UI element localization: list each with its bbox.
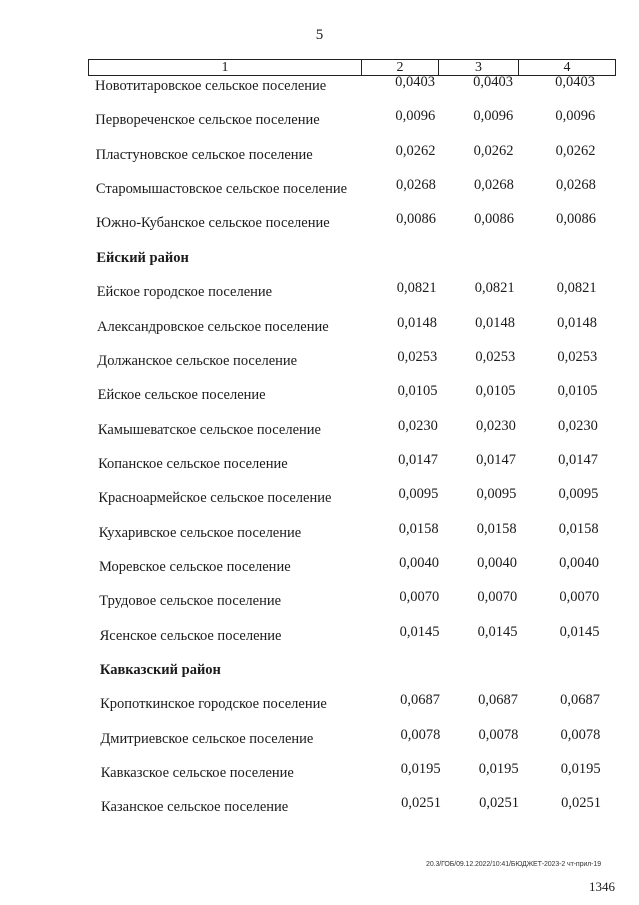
table-row — [100, 726, 620, 749]
value-column-2: 0,0687 — [400, 692, 441, 709]
settlement-name: Красноармейское сельское поселение — [98, 490, 332, 507]
table-row — [97, 314, 617, 337]
value-column-2: 0,0251 — [401, 795, 441, 812]
value-column-2: 0,0145 — [399, 623, 440, 640]
value-column-4: 0,0070 — [559, 589, 600, 606]
table-row — [96, 179, 616, 199]
table-row — [98, 451, 618, 474]
value-column-3: 0,0253 — [475, 348, 516, 365]
table-row — [98, 385, 618, 405]
value-column-3: 0,0086 — [474, 211, 515, 228]
value-column-2: 0,0086 — [396, 211, 437, 228]
header-column-1: 1 — [89, 60, 362, 75]
settlement-name: Южно-Кубанское сельское поселение — [96, 215, 330, 232]
value-column-4: 0,0147 — [558, 451, 599, 468]
section-heading: Ейский район — [96, 249, 189, 266]
settlement-name: Ясенское сельское поселение — [99, 627, 282, 644]
value-column-4: 0,0086 — [556, 211, 597, 228]
header-column-3: 3 — [439, 60, 519, 75]
value-column-3: 0,0147 — [476, 451, 517, 468]
settlement-name: Александровское сельское поселение — [97, 318, 329, 335]
value-column-3: 0,0403 — [473, 74, 513, 90]
value-column-3: 0,0095 — [476, 486, 517, 503]
settlement-name: Кухаривское сельское поселение — [98, 524, 302, 541]
settlement-name: Ейское сельское поселение — [97, 387, 266, 404]
header-column-2: 2 — [362, 60, 439, 75]
section-heading: Кавказский район — [99, 662, 221, 678]
value-column-2: 0,0147 — [398, 451, 439, 468]
settlement-name: Новотитаровское сельское поселение — [95, 78, 327, 94]
value-column-3: 0,0821 — [474, 280, 515, 297]
value-column-4: 0,0040 — [559, 554, 599, 571]
settlement-name: Камышеватское сельское поселение — [97, 421, 321, 438]
value-column-4: 0,0687 — [560, 692, 601, 709]
value-column-3: 0,0096 — [473, 108, 514, 125]
value-column-4: 0,0268 — [555, 177, 596, 194]
value-column-2: 0,0253 — [397, 348, 438, 365]
table-row — [95, 76, 615, 96]
value-column-4: 0,0253 — [557, 348, 598, 365]
value-column-4: 0,0262 — [555, 142, 596, 159]
value-column-2: 0,0070 — [399, 589, 440, 606]
value-column-2: 0,0096 — [395, 108, 436, 125]
table-row — [95, 110, 615, 130]
value-column-2: 0,0148 — [397, 314, 437, 331]
value-column-4: 0,0095 — [558, 486, 599, 503]
value-column-2: 0,0105 — [397, 383, 438, 400]
table-row — [99, 554, 619, 577]
settlement-name: Пластуновское сельское поселение — [95, 146, 313, 163]
value-column-2: 0,0195 — [400, 761, 441, 777]
table-row — [96, 213, 616, 233]
value-column-3: 0,0148 — [475, 314, 515, 331]
table-row — [97, 282, 617, 302]
table-row — [97, 417, 618, 440]
settlement-name: Первореченское сельское поселение — [95, 112, 320, 129]
value-column-3: 0,0158 — [476, 520, 517, 537]
section-heading-row — [96, 248, 616, 268]
settlement-name: Казанское сельское поселение — [101, 799, 289, 816]
value-column-4: 0,0195 — [560, 761, 601, 777]
value-column-4: 0,0148 — [557, 314, 597, 331]
settlement-name: Трудовое сельское поселение — [99, 593, 282, 610]
value-column-2: 0,0230 — [397, 417, 438, 434]
table-row — [101, 797, 621, 817]
settlement-name: Ейское городское поселение — [96, 284, 273, 301]
settlement-name: Старомышастовское сельское поселение — [95, 181, 348, 198]
value-column-2: 0,0158 — [398, 520, 439, 537]
value-column-3: 0,0145 — [477, 623, 518, 640]
value-column-3: 0,0687 — [478, 692, 519, 709]
value-column-2: 0,0095 — [398, 486, 439, 503]
settlement-name: Моревское сельское поселение — [99, 558, 291, 575]
value-column-3: 0,0040 — [477, 554, 517, 571]
value-column-4: 0,0230 — [557, 417, 598, 434]
page-number: 5 — [315, 27, 324, 43]
value-column-2: 0,0262 — [395, 142, 436, 159]
value-column-3: 0,0262 — [473, 142, 514, 159]
value-column-2: 0,0403 — [395, 74, 435, 90]
value-column-2: 0,0078 — [400, 726, 441, 743]
section-heading-row — [100, 660, 620, 680]
sheet-number: 1346 — [589, 879, 615, 894]
value-column-3: 0,0070 — [477, 589, 518, 606]
value-column-4: 0,0078 — [560, 726, 601, 743]
value-column-2: 0,0268 — [395, 177, 436, 194]
value-column-3: 0,0251 — [479, 795, 519, 812]
settlement-name: Должанское сельское поселение — [97, 352, 298, 369]
header-column-4: 4 — [563, 60, 571, 75]
table-row — [99, 591, 619, 611]
table-row — [99, 623, 620, 646]
value-column-4: 0,0145 — [559, 623, 600, 640]
value-column-3: 0,0195 — [478, 761, 519, 777]
settlement-name: Кавказское сельское поселение — [100, 765, 294, 781]
table-row — [98, 520, 619, 543]
value-column-3: 0,0105 — [475, 383, 516, 400]
table-row — [95, 142, 616, 165]
value-column-4: 0,0251 — [561, 795, 601, 812]
value-column-3: 0,0268 — [473, 177, 514, 194]
settlement-name: Кропоткинское городское поселение — [100, 696, 327, 713]
value-column-3: 0,0078 — [478, 726, 519, 743]
table-row — [97, 348, 617, 371]
table-row — [101, 763, 621, 783]
value-column-4: 0,0105 — [557, 383, 598, 400]
value-column-3: 0,0230 — [475, 417, 516, 434]
document-stamp: 20.3/ГОБ/09.12.2022/10:41/БЮДЖЕТ-2023-2 чт-прил-19 — [426, 861, 601, 868]
value-column-4: 0,0403 — [555, 74, 595, 90]
value-column-4: 0,0096 — [555, 108, 596, 125]
table-row — [98, 488, 618, 508]
value-column-4: 0,0158 — [558, 520, 599, 537]
value-column-2: 0,0821 — [396, 280, 437, 297]
value-column-4: 0,0821 — [556, 280, 597, 297]
table-row — [100, 694, 620, 714]
settlement-name: Копанское сельское поселение — [98, 455, 288, 472]
value-column-2: 0,0040 — [399, 554, 439, 571]
settlement-name: Дмитриевское сельское поселение — [100, 730, 314, 747]
